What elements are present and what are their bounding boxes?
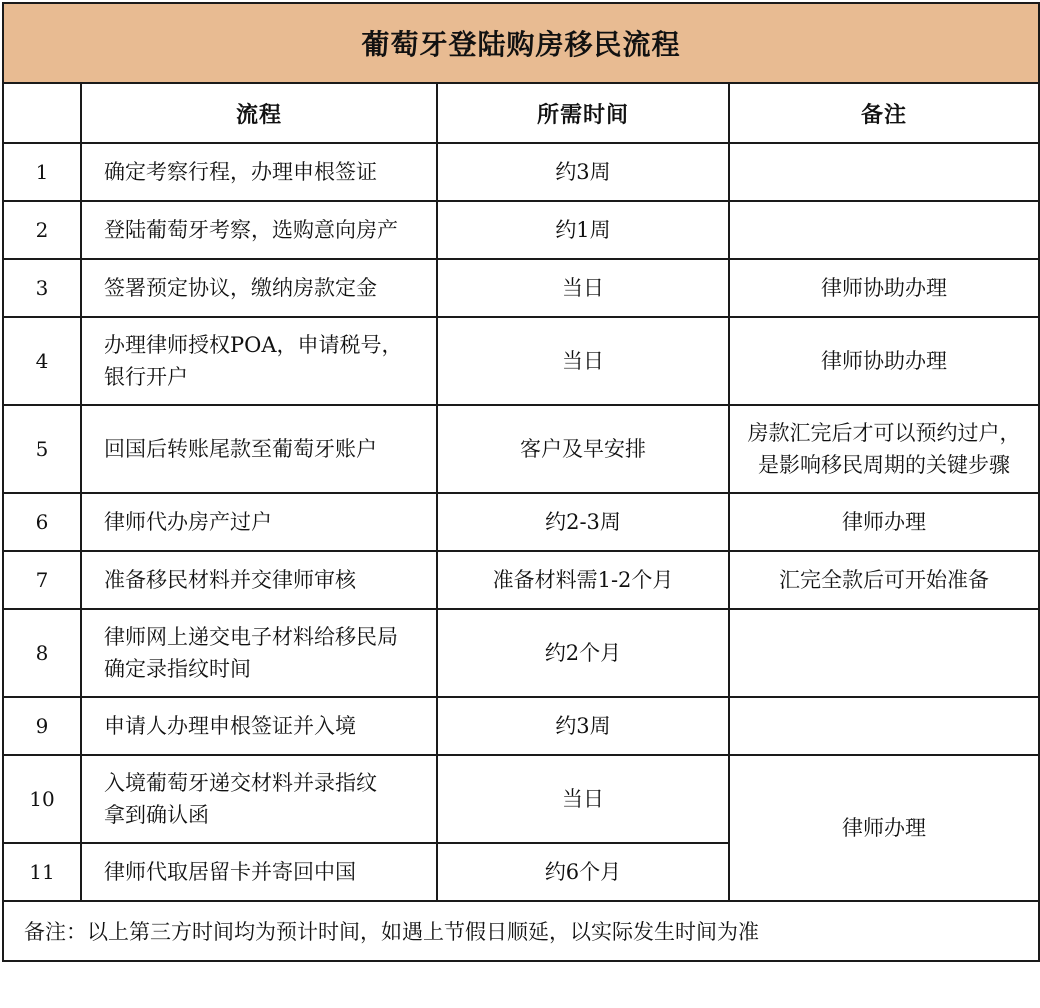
table-title: 葡萄牙登陆购房移民流程 [3, 3, 1039, 83]
row-time: 约1周 [437, 201, 729, 259]
row-time: 约2-3周 [437, 493, 729, 551]
row-number: 7 [3, 551, 81, 609]
process-line: 律师代取居留卡并寄回中国 [104, 860, 356, 884]
row-process [81, 697, 437, 755]
row-number: 6 [3, 493, 81, 551]
row-process [81, 755, 437, 843]
process-line: 银行开户 [104, 365, 188, 389]
row-time: 客户及早安排 [437, 405, 729, 493]
row-time: 约3周 [437, 143, 729, 201]
row-number: 3 [3, 259, 81, 317]
row-note [729, 609, 1039, 697]
row-time: 约2个月 [437, 609, 729, 697]
header-time: 所需时间 [437, 83, 729, 143]
note-line: 律师办理 [842, 816, 926, 840]
row-process [81, 259, 437, 317]
table-row [3, 317, 1039, 405]
process-line: 办理律师授权POA，申请税号， [104, 333, 403, 357]
row-number: 1 [3, 143, 81, 201]
row-note [729, 201, 1039, 259]
row-process [81, 843, 437, 901]
row-note [729, 493, 1039, 551]
note-line: 律师办理 [842, 510, 926, 534]
row-number: 8 [3, 609, 81, 697]
process-table [2, 2, 1040, 962]
note-line: 房款汇完后才可以预约过户， [747, 421, 1021, 445]
row-note [729, 317, 1039, 405]
process-line: 登陆葡萄牙考察，选购意向房产 [104, 218, 398, 242]
table-row [3, 201, 1039, 259]
header-notes: 备注 [729, 83, 1039, 143]
header-row [3, 83, 1039, 143]
row-number: 4 [3, 317, 81, 405]
process-line: 回国后转账尾款至葡萄牙账户 [104, 437, 377, 461]
row-time: 约3周 [437, 697, 729, 755]
table-row [3, 609, 1039, 697]
note-line: 汇完全款后可开始准备 [779, 568, 989, 592]
process-line: 律师代办房产过户 [104, 510, 272, 534]
process-line: 律师网上递交电子材料给移民局 [104, 625, 398, 649]
table-row [3, 143, 1039, 201]
row-note-merged [729, 755, 1039, 901]
process-line: 入境葡萄牙递交材料并录指纹 [104, 771, 377, 795]
row-note [729, 405, 1039, 493]
row-number: 11 [3, 843, 81, 901]
table-row [3, 755, 1039, 843]
row-number: 2 [3, 201, 81, 259]
note-line: 律师协助办理 [821, 349, 947, 373]
row-process [81, 493, 437, 551]
footer-note: 备注：以上第三方时间均为预计时间，如遇上节假日顺延，以实际发生时间为准 [3, 901, 1039, 961]
note-line: 是影响移民周期的关键步骤 [758, 453, 1010, 477]
row-note [729, 697, 1039, 755]
row-note [729, 143, 1039, 201]
table-row [3, 551, 1039, 609]
header-index [3, 83, 81, 143]
note-line: 律师协助办理 [821, 276, 947, 300]
process-line: 确定考察行程，办理申根签证 [104, 160, 377, 184]
row-process [81, 201, 437, 259]
process-line: 拿到确认函 [104, 803, 209, 827]
table-row [3, 405, 1039, 493]
table-row [3, 259, 1039, 317]
process-line: 签署预定协议，缴纳房款定金 [104, 276, 377, 300]
row-time: 约6个月 [437, 843, 729, 901]
row-note [729, 259, 1039, 317]
row-process [81, 143, 437, 201]
table-row [3, 697, 1039, 755]
row-process [81, 609, 437, 697]
row-number: 10 [3, 755, 81, 843]
row-process [81, 405, 437, 493]
row-time: 当日 [437, 755, 729, 843]
table-row [3, 493, 1039, 551]
process-line: 申请人办理申根签证并入境 [104, 714, 356, 738]
row-process [81, 551, 437, 609]
row-time: 准备材料需1-2个月 [437, 551, 729, 609]
process-line: 确定录指纹时间 [104, 657, 251, 681]
process-line: 准备移民材料并交律师审核 [104, 568, 356, 592]
row-note [729, 551, 1039, 609]
row-process [81, 317, 437, 405]
row-number: 5 [3, 405, 81, 493]
header-process: 流程 [81, 83, 437, 143]
row-time: 当日 [437, 259, 729, 317]
row-number: 9 [3, 697, 81, 755]
row-time: 当日 [437, 317, 729, 405]
